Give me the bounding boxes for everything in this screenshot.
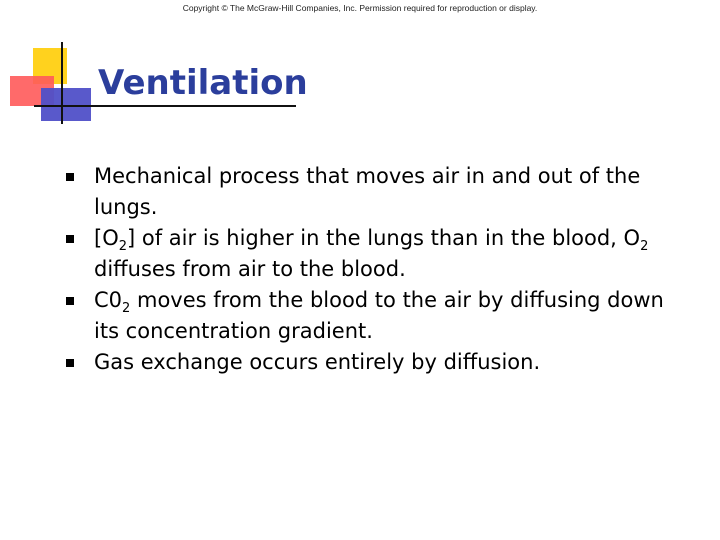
subscript: 2	[122, 301, 131, 316]
slide-title: Ventilation	[98, 63, 308, 103]
subscript: 2	[118, 239, 128, 254]
bullet-text-part: diffuses from air to the blood.	[94, 257, 406, 281]
bullet-text: Gas exchange occurs entirely by diffusion.	[94, 350, 541, 374]
decorative-squares	[0, 38, 110, 128]
bullet-item-co2-diffusion	[66, 285, 676, 347]
bullet-item-mechanical-process	[66, 161, 676, 223]
subscript: 2	[640, 239, 649, 254]
square-bullet-icon	[66, 173, 74, 181]
bullet-text: Mechanical process that moves air in and out of the lungs.	[94, 164, 641, 219]
bullet-text-part: moves from the blood to the air by diffusing down its concentration gradient.	[94, 288, 664, 343]
title-underline	[34, 105, 296, 107]
vertical-rule	[61, 42, 63, 124]
bullet-text-part: C0	[94, 288, 123, 312]
bullet-text-part: [O	[94, 226, 119, 250]
bullet-item-oxygen-gradient	[66, 223, 676, 285]
square-bullet-icon	[66, 359, 74, 367]
square-bullet-icon	[66, 235, 74, 243]
bullet-item-gas-exchange	[66, 347, 676, 378]
square-bullet-icon	[66, 297, 74, 305]
bullet-text-part: ] of air is higher in the lungs than in the blood, O	[127, 226, 641, 250]
copyright-notice: Copyright © The McGraw-Hill Companies, Inc. Permission required for reproduction or display.	[182, 3, 538, 13]
bullet-list	[66, 161, 676, 378]
